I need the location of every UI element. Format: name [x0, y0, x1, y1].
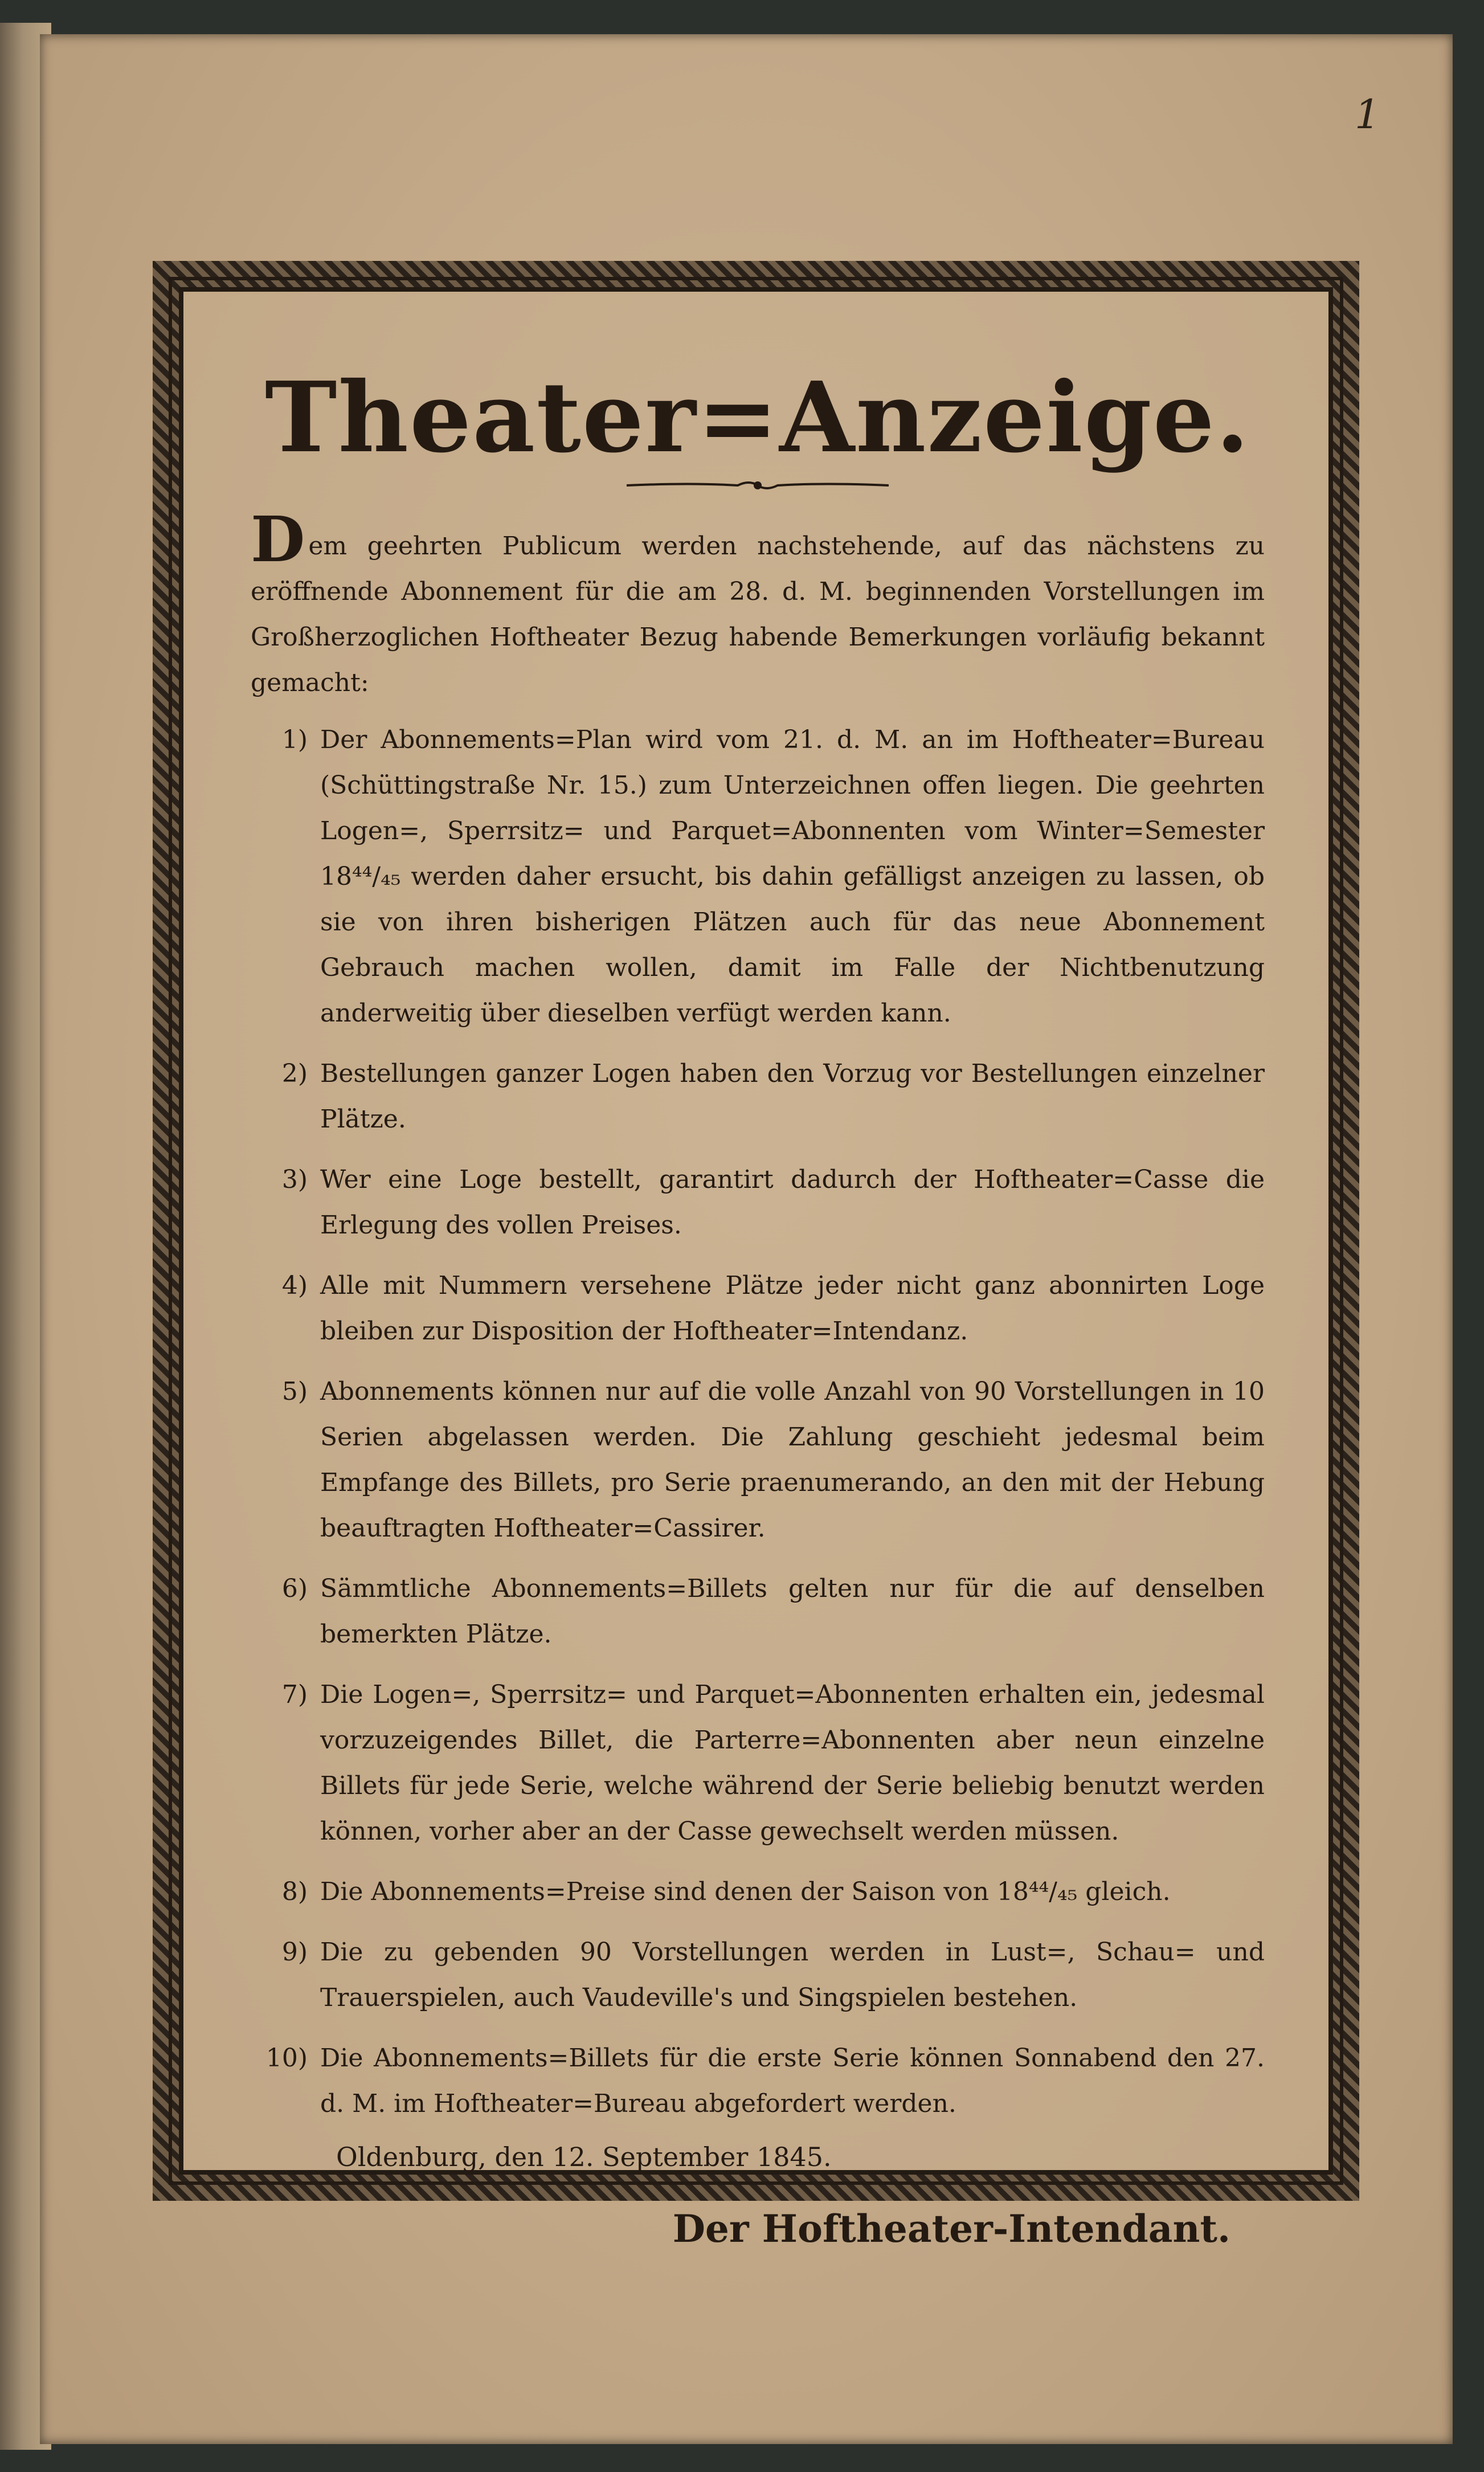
place-date: Oldenburg, den 12. September 1845.: [336, 2142, 832, 2172]
page-number: 1: [1355, 91, 1380, 138]
item-number: 9): [281, 1938, 308, 1967]
item-number: 7): [281, 1680, 308, 1709]
list-item: [251, 1157, 1265, 1248]
list-item: [251, 717, 1265, 1036]
list-item: [251, 1672, 1265, 1854]
notice-content: [251, 342, 1265, 2251]
intro-paragraph: [251, 502, 1265, 706]
item-text: Sämmtliche Abonnements=Billets gelten nur für die auf denselben bemerkten Plätze.: [320, 1574, 1265, 1649]
item-text: Alle mit Nummern versehene Plätze jeder nicht ganz abonnirten Loge bleiben zur Disposition der Hoftheater=Intendanz.: [320, 1271, 1265, 1346]
divider-ornament: [624, 477, 892, 494]
list-item: [251, 1369, 1265, 1551]
list-item: [251, 1930, 1265, 2021]
item-text: Die Abonnements=Preise sind denen der Saison von 18⁴⁴/₄₅ gleich.: [320, 1877, 1171, 1906]
item-text: Abonnements können nur auf die volle Anzahl von 90 Vorstellungen in 10 Serien abgelassen werden. Die Zahlung geschieht jedesmal beim Empfange des Billets, pro Serie praenumerando, an den mit der Hebung beauftragten Hoftheater=Cassirer.: [320, 1377, 1265, 1543]
item-text: Die zu gebenden 90 Vorstellungen werden in Lust=, Schau= und Trauerspielen, auch Vaudeville's und Singspielen bestehen.: [320, 1938, 1265, 2012]
list-item: [251, 1869, 1265, 1915]
item-number: 5): [281, 1377, 308, 1406]
item-text: Wer eine Loge bestellt, garantirt dadurch der Hoftheater=Casse die Erlegung des vollen Preises.: [320, 1165, 1265, 1240]
item-number: 8): [281, 1877, 308, 1906]
list-item: [251, 1566, 1265, 1657]
item-number: 6): [281, 1574, 308, 1603]
item-text: Die Abonnements=Billets für die erste Serie können Sonnabend den 27. d. M. im Hoftheater=Bureau abgefordert werden.: [320, 2044, 1265, 2118]
item-text: Bestellungen ganzer Logen haben den Vorzug vor Bestellungen einzelner Plätze.: [320, 1059, 1265, 1134]
item-text: Die Logen=, Sperrsitz= und Parquet=Abonnenten erhalten ein, jedesmal vorzuzeigendes Billet, die Parterre=Abonnenten aber neun einzelne Billets für jede Serie, welche während der Serie beliebig benutzt werden können, vorher aber an der Casse gewechselt werden müssen.: [320, 1680, 1265, 1846]
list-item: [251, 1051, 1265, 1142]
intro-text: em geehrten Publicum werden nachstehende, auf das nächstens zu eröffnende Abonnement für die am 28. d. M. beginnenden Vorstellungen im Großherzoglichen Hoftheater Bezug habende Bemerkungen vorläufig bekannt gemacht:: [251, 532, 1265, 697]
item-number: 4): [281, 1271, 308, 1300]
item-number: 1): [281, 725, 308, 754]
notice-items: [251, 717, 1265, 2127]
item-number: 2): [281, 1059, 308, 1088]
item-text: Der Abonnements=Plan wird vom 21. d. M. an im Hoftheater=Bureau (Schüttingstraße Nr. 15.) zum Unterzeichnen offen liegen. Die geehrten Logen=, Sperrsitz= und Parquet=Abonnenten vom Winter=Semester 18⁴⁴/₄₅ werden daher ersucht, bis dahin gefälligst anzeigen zu lassen, ob sie von ihren bisherigen Plätzen auch für das neue Abonnement Gebrauch machen wollen, damit im Falle der Nichtbenutzung anderweitig über dieselben verfügt werden kann.: [320, 725, 1265, 1028]
item-number: 3): [281, 1165, 308, 1194]
item-number: 10): [265, 2044, 308, 2073]
signature: Der Hoftheater-Intendant.: [672, 2207, 1230, 2251]
list-item: [251, 2036, 1265, 2127]
intro-initial: D: [251, 502, 305, 576]
list-item: [251, 1263, 1265, 1354]
page-title: Theater=Anzeige.: [264, 361, 1251, 475]
